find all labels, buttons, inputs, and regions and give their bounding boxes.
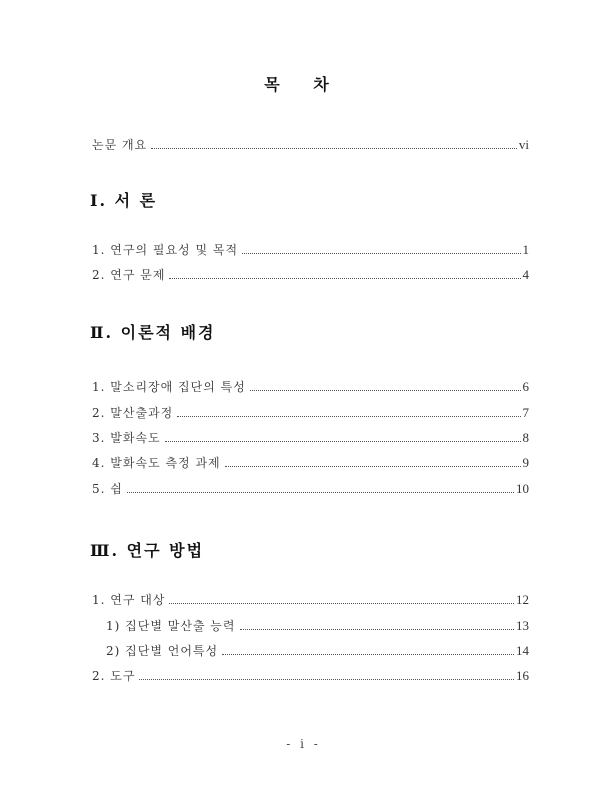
toc-entry[interactable] xyxy=(92,431,529,445)
dot-leader xyxy=(225,465,521,467)
dot-leader xyxy=(169,277,520,279)
dot-leader xyxy=(240,628,515,630)
page-title: 목 차 xyxy=(264,75,343,94)
toc-entry-label: 1. 말소리장애 집단의 특성 xyxy=(92,380,246,394)
section-heading-1[interactable]: Ⅰ. 서 론 xyxy=(90,191,158,210)
dot-leader xyxy=(177,415,520,417)
dot-leader xyxy=(242,252,520,254)
toc-page-number: 8 xyxy=(522,430,529,445)
dot-leader xyxy=(169,602,514,604)
dot-leader xyxy=(222,653,514,655)
toc-entry-label: 1. 연구 대상 xyxy=(92,593,166,607)
dot-leader xyxy=(250,389,521,391)
toc-page-number: 14 xyxy=(516,643,529,658)
toc-entry-label: 2. 도구 xyxy=(92,669,136,683)
dot-leader xyxy=(127,491,514,493)
toc-entry-label: 2. 말산출과정 xyxy=(92,406,174,420)
toc-entry[interactable] xyxy=(92,406,529,420)
toc-entry-label: 2. 연구 문제 xyxy=(92,268,166,282)
toc-subentry[interactable] xyxy=(106,644,529,658)
toc-page-number: 10 xyxy=(516,481,529,496)
toc-page-number: 13 xyxy=(516,618,529,633)
section-heading-2[interactable]: Ⅱ. 이론적 배경 xyxy=(90,323,216,342)
toc-entry-label: 4. 발화속도 측정 과제 xyxy=(92,456,221,470)
toc-entry[interactable] xyxy=(92,669,529,683)
page-number-footer: - i - xyxy=(286,737,321,751)
toc-entry[interactable] xyxy=(92,380,529,394)
toc-entry[interactable] xyxy=(92,268,529,282)
toc-entry[interactable] xyxy=(92,482,529,496)
toc-page-number: 12 xyxy=(516,592,529,607)
toc-page-number: 6 xyxy=(522,379,529,394)
toc-entry[interactable] xyxy=(92,593,529,607)
toc-entry-label: 논문 개요 xyxy=(92,138,148,152)
toc-entry[interactable] xyxy=(92,243,529,257)
toc-page-number: 1 xyxy=(522,242,529,257)
toc-entry-label: 1. 연구의 필요성 및 목적 xyxy=(92,243,239,257)
toc-entry-label: 3. 발화속도 xyxy=(92,431,161,445)
dot-leader xyxy=(165,440,521,442)
dot-leader xyxy=(151,147,517,149)
toc-entry-label: 2) 집단별 언어특성 xyxy=(106,644,219,658)
toc-page-number: 9 xyxy=(522,455,529,470)
toc-entry-label: 1) 집단별 말산출 능력 xyxy=(106,619,236,633)
toc-entry[interactable] xyxy=(92,456,529,470)
toc-page-number: vi xyxy=(518,137,529,152)
toc-page-number: 4 xyxy=(522,267,529,282)
section-heading-3[interactable]: Ⅲ. 연구 방법 xyxy=(90,541,205,560)
toc-page-number: 16 xyxy=(516,668,529,683)
dot-leader xyxy=(139,678,514,680)
toc-entry-abstract[interactable] xyxy=(92,138,529,152)
toc-entry-label: 5. 쉼 xyxy=(92,482,123,496)
toc-page-number: 7 xyxy=(522,405,529,420)
toc-subentry[interactable] xyxy=(106,619,529,633)
